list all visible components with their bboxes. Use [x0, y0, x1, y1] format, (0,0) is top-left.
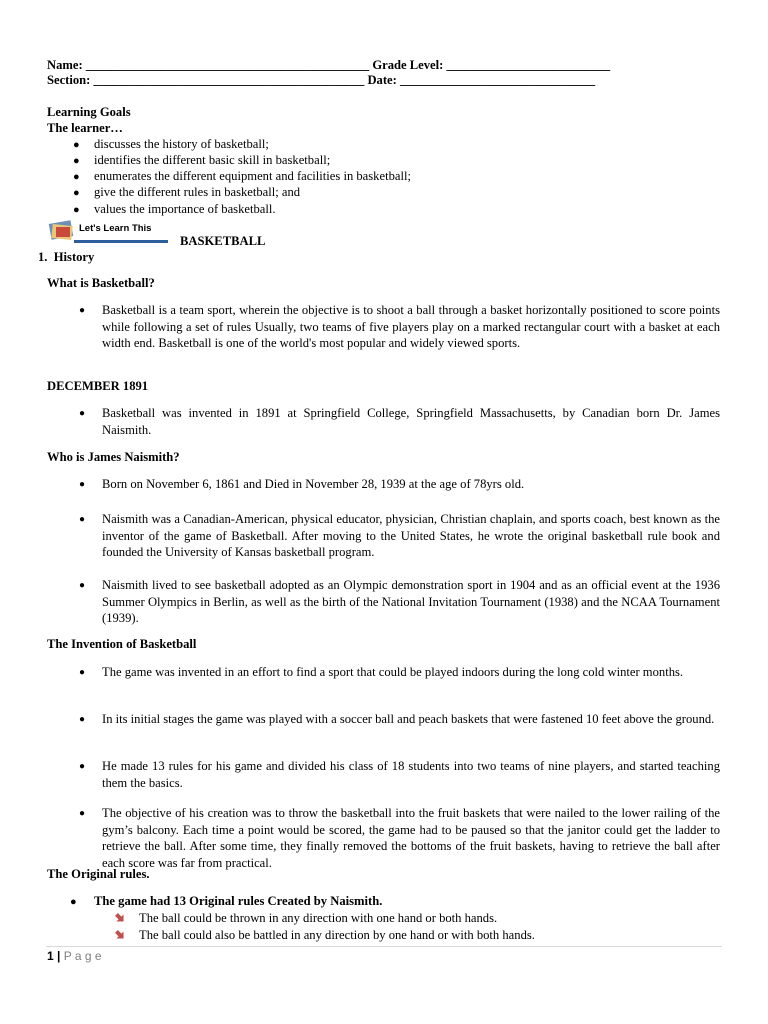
december-paragraph: Basketball was invented in 1891 at Springfield College, Springfield Massachusetts, by Canadian born Dr. James Naismith. — [102, 406, 720, 437]
page-number: 1 — [47, 949, 54, 963]
list-item: In its initial stages the game was played with a soccer ball and peach baskets that were fastened 10 feet above the ground. — [102, 712, 715, 726]
bullet-icon: ● — [73, 204, 80, 216]
bullet-icon: ● — [79, 667, 86, 678]
section-label: Section: — [47, 73, 91, 87]
section-number: 1. — [38, 250, 48, 264]
list-item: Naismith was a Canadian-American, physical educator, physician, Christian chaplain, and sports coach, best known as the inventor of the game of Basketball. After moving to the United States, he wrote the original basketball rule book and founded the University of Kansas basketball program. — [102, 512, 720, 560]
list-item: Naismith lived to see basketball adopted as an Olympic demonstration sport in 1904 and as an official event at the 1936 Summer Olympics in Berlin, as well as the birth of the National Invitation Tournament (1938) and the NCAA Tournament (1939). — [102, 578, 720, 626]
bullet-icon: ● — [73, 187, 80, 199]
list-item: Born on November 6, 1861 and Died in November 28, 1939 at the age of 78yrs old. — [102, 477, 525, 491]
section-row — [47, 72, 595, 89]
bullet-icon: ● — [79, 514, 86, 525]
grade-level-label: Grade Level: — [372, 58, 444, 72]
section-title: History — [53, 250, 95, 264]
list-item: The ball could also be battled in any direction by one hand or with both hands. — [139, 928, 535, 942]
bullet-icon: ● — [73, 171, 80, 183]
what-is-heading: What is Basketball? — [47, 276, 155, 290]
original-rules-heading: The Original rules. — [47, 867, 150, 881]
footer-divider — [46, 946, 722, 947]
what-is-paragraph: Basketball is a team sport, wherein the objective is to shoot a ball through a basket horizontally positioned to score points while following a set of rules Usually, two teams of five players play on a marked rectangular court with a basket at each width end. Basketball is one of the world's most popular and widely viewed sports. — [102, 303, 720, 351]
bullet-icon: ● — [79, 305, 86, 316]
lets-learn-this-banner — [48, 219, 168, 245]
footer-separator: | — [57, 949, 61, 963]
original-rules-lead: The game had 13 Original rules Created by Naismith. — [94, 894, 383, 908]
bullet-icon: ● — [79, 761, 86, 772]
section-heading — [38, 249, 94, 266]
page-footer — [47, 948, 102, 965]
topic-title: BASKETBALL — [180, 234, 266, 248]
page-label: P a g e — [63, 949, 102, 963]
list-item: He made 13 rules for his game and divided his class of 18 students into two teams of nine players, and started teaching them the basics. — [102, 759, 720, 790]
date-line: _______________________________ — [399, 73, 596, 87]
invention-heading: The Invention of Basketball — [47, 637, 197, 651]
bullet-icon: ● — [73, 155, 80, 167]
grade-level-line: __________________________ — [446, 58, 611, 72]
name-label: Name: — [47, 58, 83, 72]
list-item: The objective of his creation was to throw the basketball into the fruit baskets that were nailed to the lower railing of the gym’s balcony. Each time a point would be scored, the game had to be paused so that the janitor could get the ladder to retrieve the ball. After some time, they finally removed the bottoms of the fruit baskets, having to retrieve the ball after each score was far from practical. — [102, 806, 720, 870]
bullet-icon: ● — [70, 896, 77, 908]
date-label: Date: — [367, 73, 397, 87]
naismith-heading: Who is James Naismith? — [47, 450, 180, 464]
december-heading: DECEMBER 1891 — [47, 379, 149, 393]
learner-subtitle: The learner… — [47, 121, 123, 135]
bullet-icon: ● — [79, 580, 86, 591]
bullet-icon: ● — [73, 139, 80, 151]
list-item: The ball could be thrown in any direction with one hand or both hands. — [139, 911, 498, 925]
section-line: ___________________________________________ — [93, 73, 365, 87]
name-line: _____________________________________________ — [85, 58, 370, 72]
bullet-icon: ● — [79, 714, 86, 725]
arrow-bullet-icon — [115, 930, 125, 940]
bullet-icon: ● — [79, 479, 86, 490]
arrow-bullet-icon — [115, 913, 125, 923]
bullet-icon: ● — [79, 808, 86, 819]
list-item: The game was invented in an effort to find a sport that could be played indoors during the long cold winter months. — [102, 665, 684, 679]
learning-goals-title: Learning Goals — [47, 105, 131, 119]
bullet-icon: ● — [79, 408, 86, 419]
banner-label: Let's Learn This — [79, 223, 152, 234]
